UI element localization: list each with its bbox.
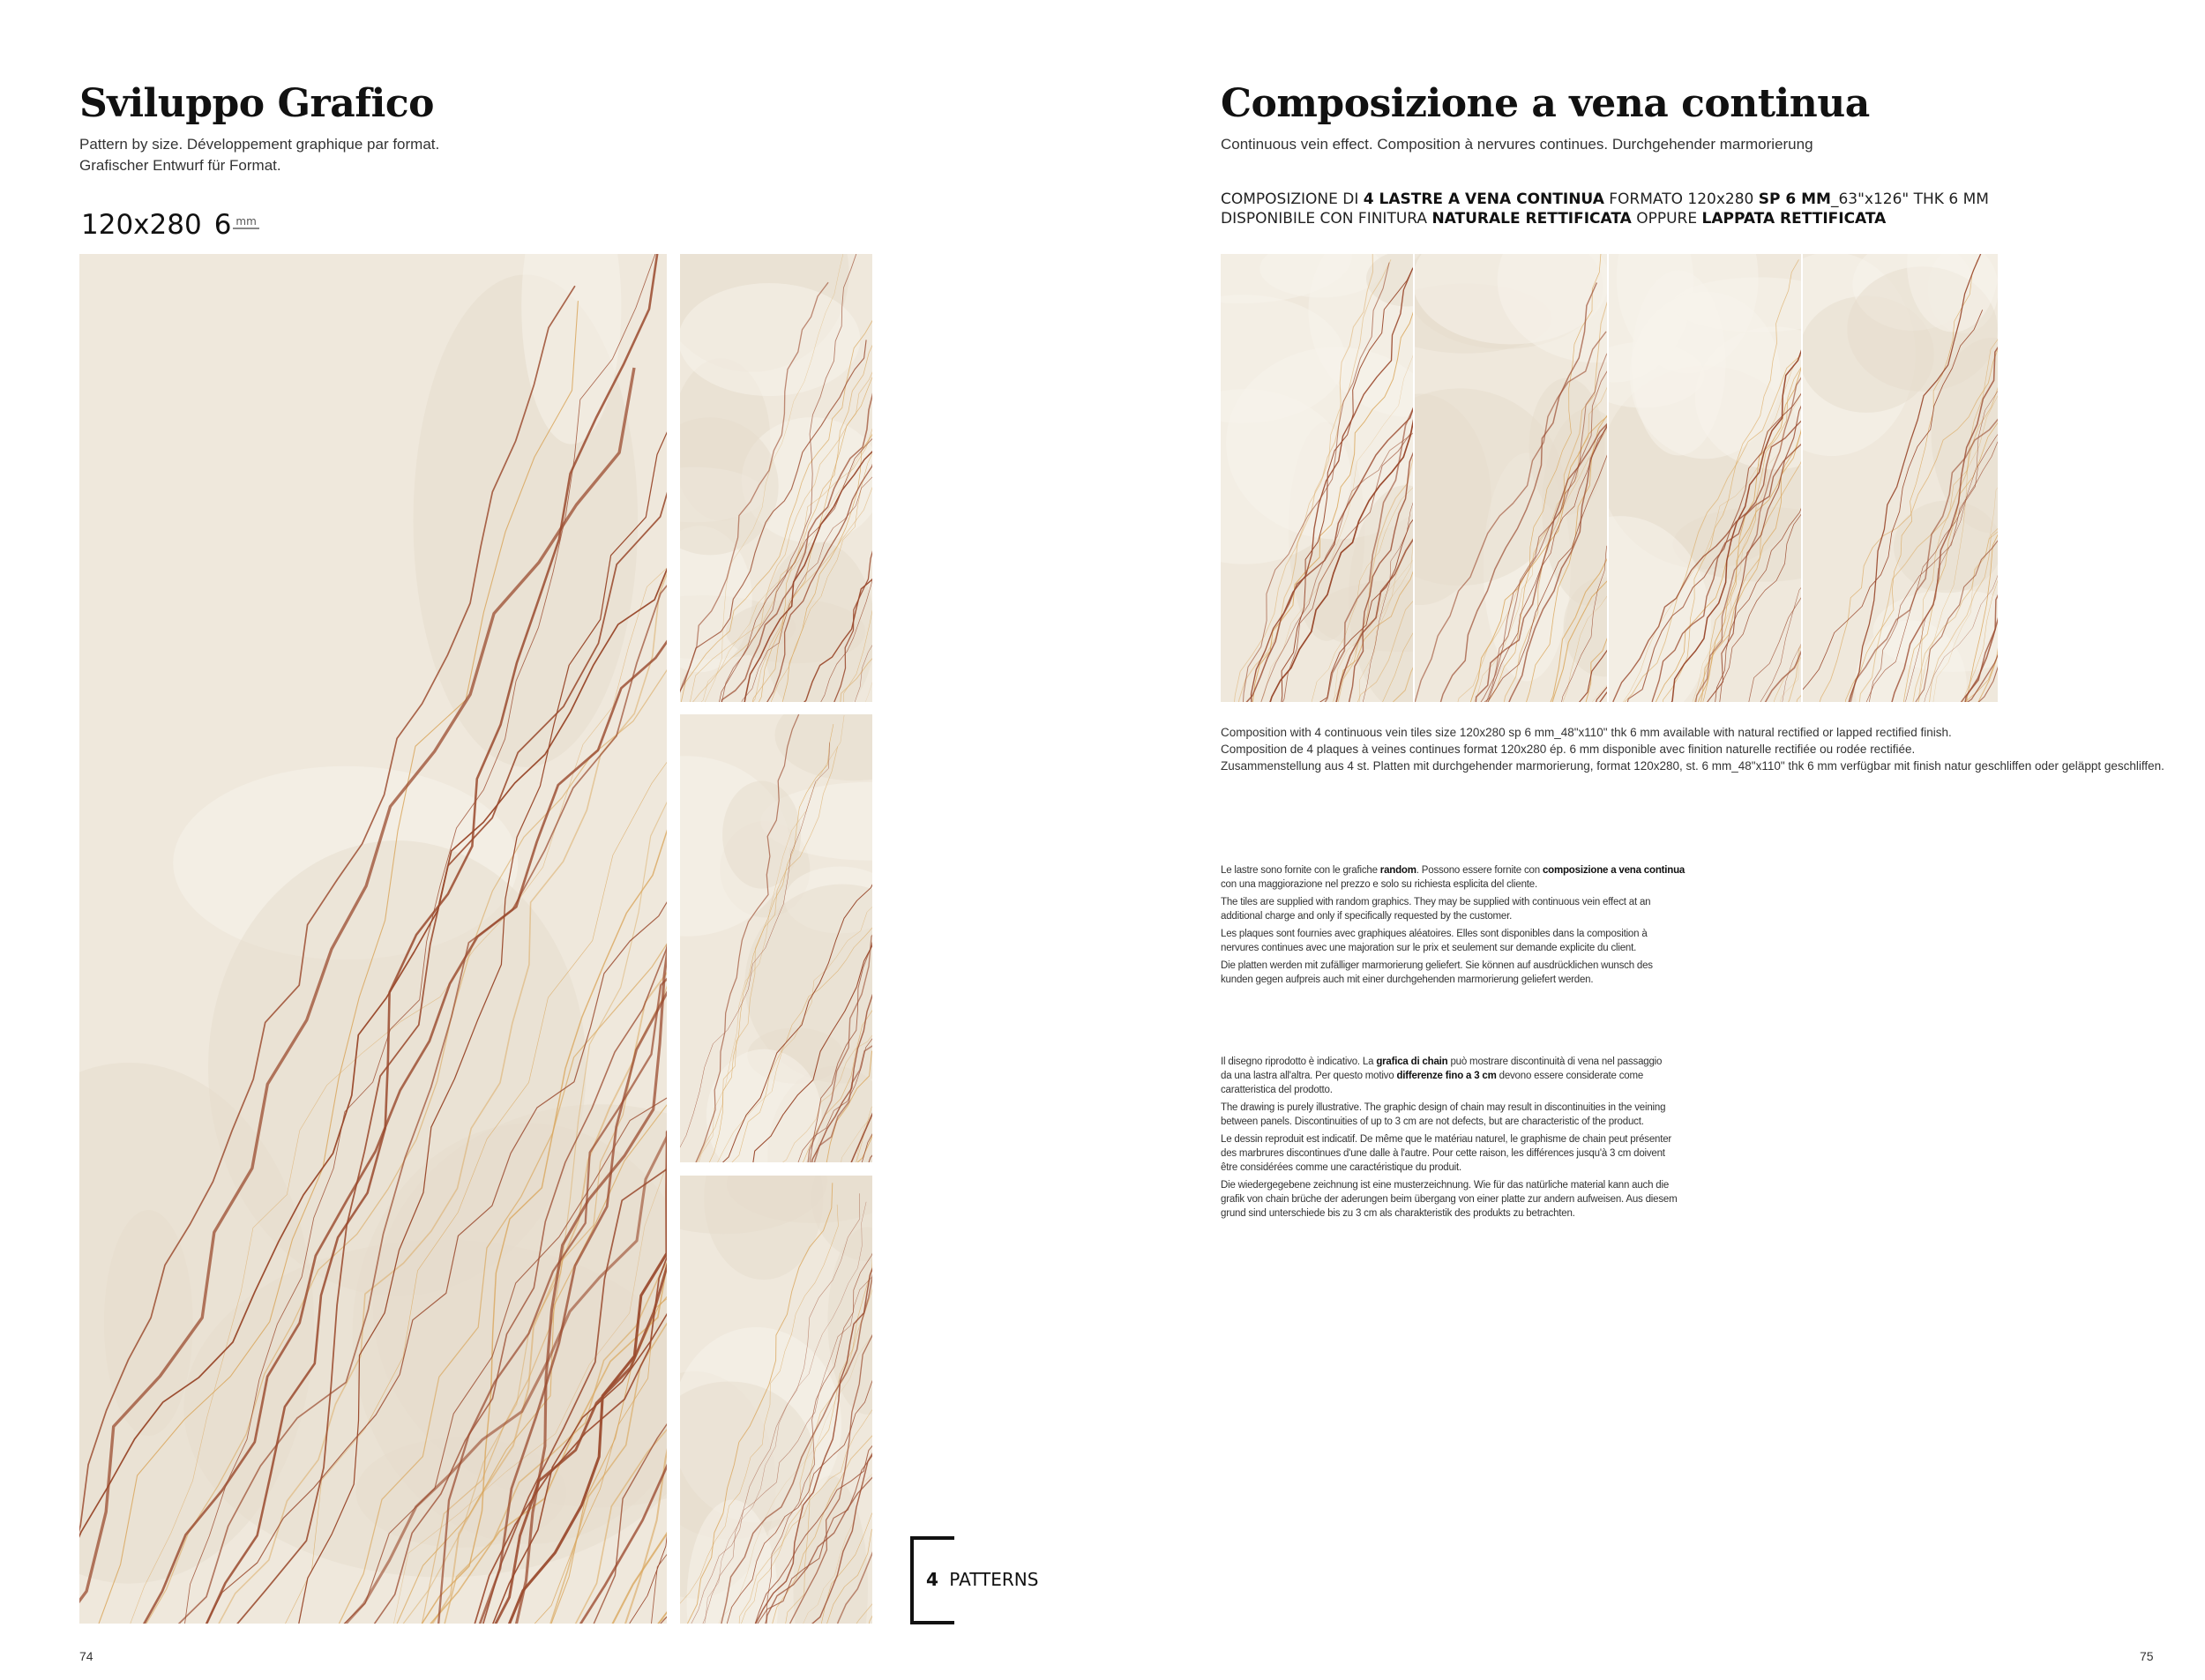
marble-texture (1221, 254, 1413, 702)
left-page-subtitle (79, 134, 439, 176)
composition-captions (1221, 724, 2164, 774)
caption-fr: Composition de 4 plaques à veines continues format 120x280 ép. 6 mm disponible avec finition naturelle rectifiée ou rodée rectifiée. (1221, 743, 1916, 756)
disclaimer-de (1221, 1178, 1677, 1221)
left-page-number: 74 (79, 1649, 93, 1663)
supply-note (1221, 863, 1685, 990)
thickness-value: 6 (213, 209, 232, 241)
marble-texture (1609, 254, 1801, 702)
note2-de-line2: grafik von chain brüche der aderungen beim übergang von einer platte zur andern aufweisen. Aus diesem (1221, 1194, 1678, 1205)
note2-fr-line2: des marbrures discontinues d'une dalle à l'autre. Pour cette raison, les différences jusqu'à 3 cm doivent (1221, 1148, 1665, 1159)
note1-de-line1: Die platten werden mit zufälliger marmorierung geliefert. Sie können auf ausdrücklichen wunsch des (1221, 960, 1653, 971)
spec1-c: FORMATO 120x280 (1603, 190, 1759, 208)
marble-slab-pattern-3 (680, 1176, 872, 1624)
note2-it-a: Il disegno riprodotto è indicativo. La (1221, 1057, 1377, 1067)
right-page-subtitle: Continuous vein effect. Composition à nervures continues. Durchgehender marmorierung (1221, 136, 1813, 153)
note1-it-d: composizione a vena continua (1542, 865, 1686, 876)
note1-it-a: Le lastre sono fornite con le grafiche (1221, 865, 1380, 876)
note1-fr-line2: nervures continues avec une majoration sur le prix et seulement sur demande explicite du client. (1221, 943, 1637, 953)
composition-slab-1 (1221, 254, 1413, 702)
composition-spec (1221, 190, 1989, 228)
composition-slab-4 (1803, 254, 1998, 702)
spec2-b: NATURALE RETTIFICATA (1431, 210, 1632, 228)
left-subtitle-line2: Grafischer Entwurf für Format. (79, 157, 281, 174)
disclaimer-note (1221, 1055, 1677, 1224)
note1-it-line2: con una maggiorazione nel prezzo e solo su richiesta esplicita del cliente. (1221, 879, 1537, 890)
right-page-number: 75 (2140, 1649, 2154, 1663)
spec1-a: COMPOSIZIONE DI (1221, 190, 1364, 208)
disclaimer-it (1221, 1055, 1677, 1097)
marble-texture (680, 254, 872, 702)
spec1-d: SP 6 MM (1758, 190, 1831, 208)
spec2-a: DISPONIBILE CON FINITURA (1221, 210, 1432, 228)
supply-note-fr (1221, 927, 1685, 955)
spec-line-1 (1221, 190, 1989, 209)
marble-texture (1803, 254, 1998, 702)
note1-en-line1: The tiles are supplied with random graphics. They may be supplied with continuous vein effect at an (1221, 897, 1651, 907)
note1-fr-line1: Les plaques sont fournies avec graphiques aléatoires. Elles sont disponibles dans la composition à (1221, 929, 1648, 939)
composition-slab-2 (1415, 254, 1607, 702)
note2-it-b: grafica di chain (1376, 1057, 1448, 1067)
left-page-title: Sviluppo Grafico (79, 81, 435, 126)
thickness-unit: mm (233, 215, 258, 229)
disclaimer-en (1221, 1101, 1677, 1129)
spec-line-2 (1221, 209, 1989, 228)
marble-texture (680, 714, 872, 1162)
marble-slab-large (79, 254, 667, 1624)
patterns-label: PATTERNS (949, 1569, 1039, 1590)
disclaimer-fr (1221, 1132, 1677, 1175)
note2-it-c: può mostrare discontinuità di vena nel passaggio (1447, 1057, 1663, 1067)
spec1-b: 4 LASTRE A VENA CONTINUA (1363, 190, 1604, 208)
note2-fr-line3: être considérées comme une caractéristique du produit. (1221, 1162, 1462, 1173)
composition-slab-3 (1609, 254, 1801, 702)
supply-note-en (1221, 895, 1685, 923)
patterns-count: 4 (926, 1569, 938, 1590)
caption-en: Composition with 4 continuous vein tiles size 120x280 sp 6 mm_48"x110" thk 6 mm available with natural rectified or lapped rectified finish. (1221, 726, 1952, 739)
marble-texture (680, 1176, 872, 1624)
caption-de: Zusammenstellung aus 4 st. Platten mit durchgehender marmorierung, format 120x280, st. 6 mm_48"x110" thk 6 mm verfügbar mit finish natur geschliffen oder geläppt geschliffen. (1221, 759, 2164, 773)
size-label: 120x280 (81, 209, 202, 241)
note2-en-line2: between panels. Discontinuities of up to 3 cm are not defects, but are characteristic of the product. (1221, 1116, 1644, 1127)
note2-it-line2-b: differenze fino a 3 cm (1396, 1071, 1497, 1081)
left-subtitle-line1: Pattern by size. Développement graphique par format. (79, 136, 440, 153)
marble-texture (1415, 254, 1607, 702)
right-page-title: Composizione a vena continua (1221, 81, 1870, 126)
note2-it-line2-c: devono essere considerate come (1496, 1071, 1644, 1081)
note1-de-line2: kunden gegen aufpreis auch mit einer durchgehenden marmorierung geliefert werden. (1221, 974, 1594, 985)
size-spec (81, 209, 259, 241)
marble-slab-pattern-1 (680, 254, 872, 702)
note2-fr-line1: Le dessin reproduit est indicatif. De même que le matériau naturel, le graphisme de chain peut présenter (1221, 1134, 1672, 1145)
marble-slab-pattern-2 (680, 714, 872, 1162)
supply-note-it (1221, 863, 1685, 892)
note1-en-line2: additional charge and only if specifically requested by the customer. (1221, 911, 1513, 922)
note2-it-line2-a: da una lastra all'altra. Per questo motivo (1221, 1071, 1397, 1081)
marble-texture (79, 254, 667, 1624)
note2-it-line3: caratteristica del prodotto. (1221, 1085, 1333, 1095)
spec2-d: LAPPATA RETTIFICATA (1701, 210, 1887, 228)
note2-de-line3: grund sind unterschiede bis zu 3 cm als charakteristik des produkts zu betrachten. (1221, 1208, 1575, 1219)
spec2-c: OPPURE (1631, 210, 1702, 228)
note2-de-line1: Die wiedergegebene zeichnung ist eine musterzeichnung. Wie für das natürliche material kann auch die (1221, 1180, 1670, 1191)
spec1-e: _63"x126" THK 6 MM (1830, 190, 1989, 208)
note1-it-c: . Possono essere fornite con (1416, 865, 1543, 876)
note1-it-b: random (1379, 865, 1416, 876)
supply-note-de (1221, 959, 1685, 987)
patterns-badge (926, 1569, 1038, 1590)
note2-en-line1: The drawing is purely illustrative. The graphic design of chain may result in discontinuities in the veining (1221, 1102, 1666, 1113)
